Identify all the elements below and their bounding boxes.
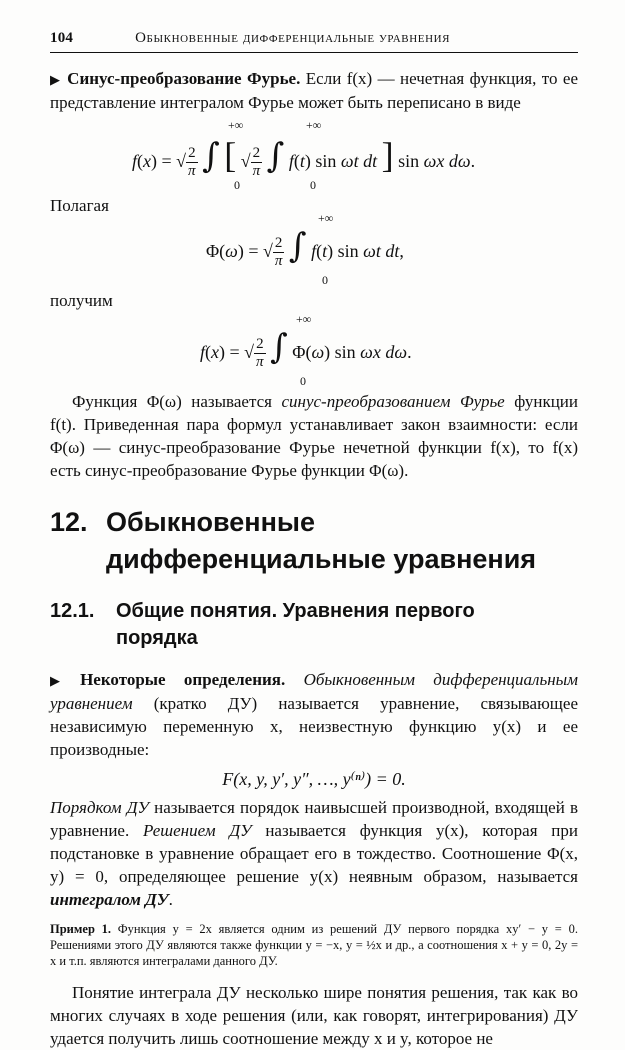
formula-phi-definition: Φ(ω) = √ $\frac{2}{\pi}$ ∫ f(t) sin ωt dt, +∞ 0	[206, 211, 404, 287]
term-ode: Обыкновенным дифференциальным уравнением	[50, 670, 579, 713]
chapter-title-line1: Обыкновенные	[106, 507, 315, 537]
triangle-marker-icon: ▶	[50, 673, 75, 688]
formula-general-ode: F(x, y, y′, y″, …, y⁽ⁿ⁾) = 0.	[222, 769, 406, 789]
book-page	[50, 30, 578, 1050]
header-rule	[50, 52, 578, 53]
order-solution-paragraph: Порядком ДУ называется порядок наивысшей производной, входящей в уравнение. Решением ДУ называется функция y(x), которая при подстановке в уравнение обращает его в тождество. Соотношение Φ(x, y) = 0, определяющее решение y(x) неявным образом, называется интегралом ДУ.	[50, 798, 578, 909]
section-heading	[50, 598, 578, 652]
poluchim-text: получим	[50, 291, 113, 310]
term-integral: интегралом ДУ	[50, 890, 169, 909]
integral-concept-paragraph: Понятие интеграла ДУ несколько шире понятия решения, так как во многих случаях в ходе решения (или, как говорят, интегрирования) ДУ удается получить лишь соотношение между x и y, которое не	[50, 983, 578, 1048]
definitions-lead: Некоторые определения.	[80, 670, 286, 689]
formula-fourier-sine-integral: f(x) = √ $\frac{2}{\pi}$ ∫ [ √ $\frac{2}{\pi}$ ∫ f(t) sin ωt dt ] sin ωx dω. +∞ 0 +∞ 0	[132, 118, 476, 192]
polagaya-text: Полагая	[50, 196, 109, 215]
example-1-text: Функция y = 2x является одним из решений ДУ первого порядка xy′ − y = 0. Решениями этого ДУ являются также функции y = −x, y = ½x и др., а соотношения x + y = 0, 2y = x и т.п. являются интегралами данного ДУ.	[50, 922, 578, 968]
sine-transform-intro	[50, 67, 578, 114]
chapter-number: 12.	[50, 507, 88, 537]
section-title-line2: порядка	[116, 627, 198, 649]
section-number: 12.1.	[50, 600, 95, 622]
running-header	[50, 30, 578, 47]
formula-inverse-sine: f(x) = √ $\frac{2}{\pi}$ ∫ Φ(ω) sin ωx dω. +∞ 0	[200, 312, 412, 388]
term-solution: Решением ДУ	[142, 821, 252, 840]
example-1-label: Пример 1.	[50, 922, 112, 936]
term-sine-transform: синус-преобразованием Фурье	[281, 392, 505, 411]
triangle-marker-icon: ▶	[50, 72, 62, 87]
section-title-line1: Общие понятия. Уравнения первого	[116, 600, 475, 622]
example-1	[50, 921, 578, 969]
sine-transform-text: Если f(x) — нечетная функция, то ее представление интегралом Фурье может быть переписано в виде	[50, 69, 579, 112]
sine-transform-lead: Синус-преобразование Фурье.	[67, 69, 301, 88]
chapter-title-line2: дифференциальные уравнения	[106, 544, 537, 574]
chapter-heading	[50, 504, 578, 578]
definitions-paragraph: ▶ Некоторые определения. Обыкновенным дифференциальным уравнением (кратко ДУ) называется уравнение, связывающее независимую переменную x, неизвестную функцию y(x) и ее производные:	[50, 670, 579, 759]
term-order: Порядком ДУ	[50, 798, 149, 817]
page-number: 104	[50, 30, 74, 46]
reciprocity-paragraph: Функция Φ(ω) называется синус-преобразованием Фурье функции f(t). Приведенная пара формул устанавливает закон взаимности: если Φ(ω) — синус-преобразование Фурье нечетной функции f(x), то f(x) есть синус-преобразование Фурье функции Φ(ω).	[50, 392, 578, 480]
running-title: Обыкновенные дифференциальные уравнения	[135, 30, 451, 46]
